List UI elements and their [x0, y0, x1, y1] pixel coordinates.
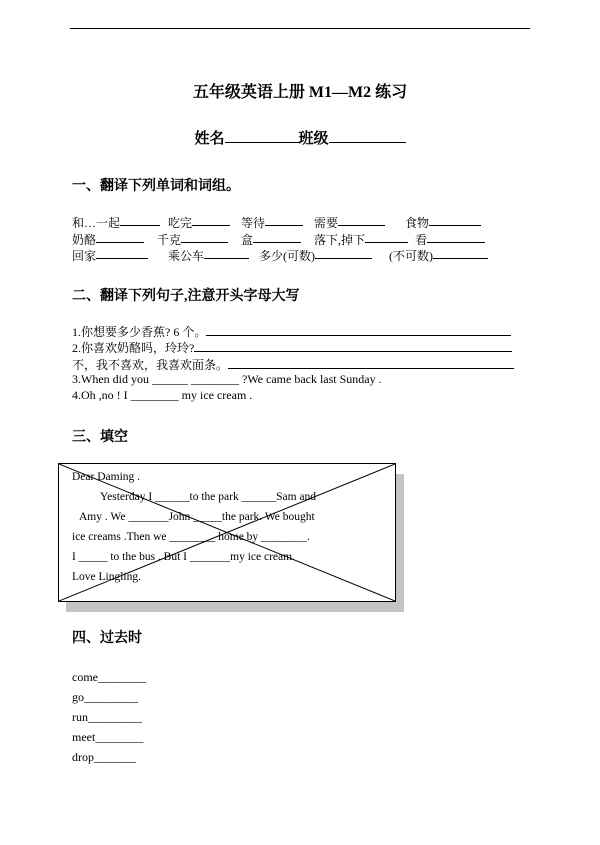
- name-class-line: [0, 127, 600, 148]
- past-tense-item: run_________: [72, 710, 142, 724]
- section-4-heading: 四、过去时: [72, 631, 142, 646]
- top-rule: [70, 28, 530, 29]
- section-2-heading: 二、翻译下列句子,注意开头字母大写: [72, 289, 300, 304]
- vocab-item: 落下,掉下: [314, 231, 365, 248]
- vocab-item: 需要: [314, 214, 338, 231]
- past-tense-item: meet________: [72, 730, 144, 744]
- sentence-line: 4.Oh ,no ! I ________ my ice cream .: [72, 388, 253, 402]
- vocab-item: 乘公车: [168, 247, 204, 264]
- vocab-item: 看: [415, 231, 427, 248]
- past-tense-item: go_________: [72, 690, 138, 704]
- vocab-item: 食物: [405, 214, 429, 231]
- class-label: 班级: [298, 131, 329, 147]
- sentence-line: 1.你想要多少香蕉? 6 个。: [72, 323, 511, 340]
- past-tense-item: come________: [72, 670, 146, 684]
- worksheet-title: 五年级英语上册 M1—M2 练习: [192, 84, 408, 101]
- name-blank[interactable]: [225, 128, 299, 143]
- section-1-heading: 一、翻译下列单词和词组。: [72, 179, 240, 194]
- vocab-item: 回家: [72, 247, 96, 264]
- letter-line: Yesterday I ______to the park ______Sam and: [100, 491, 317, 503]
- sentence-line: 2.你喜欢奶酪吗，玲玲?: [72, 339, 512, 356]
- letter-box: [58, 463, 396, 602]
- sentence-line: 3.When did you ______ ________ ?We came back last Sunday .: [72, 372, 382, 386]
- vocab-item: 多少(可数): [259, 247, 315, 264]
- vocab-item: (不可数): [389, 247, 433, 264]
- class-blank[interactable]: [329, 128, 406, 143]
- letter-line: I _____ to the bus . But I _______my ice cream.: [72, 551, 295, 563]
- section-3-heading: 三、填空: [72, 430, 128, 445]
- vocab-item: 千克: [157, 231, 181, 248]
- vocab-item: 奶酪: [72, 231, 96, 248]
- vocab-item: 等待: [241, 214, 265, 231]
- vocab-item: 吃完: [168, 214, 192, 231]
- letter-line: Amy . We _______John _____the park. We bought: [79, 511, 315, 523]
- vocab-item: 和…一起: [72, 214, 120, 231]
- letter-line: Dear Daming .: [72, 471, 141, 483]
- name-label: 姓名: [194, 131, 225, 147]
- vocab-item: 盒: [241, 231, 253, 248]
- letter-line: Love Lingling.: [72, 571, 141, 583]
- past-tense-item: drop_______: [72, 750, 136, 764]
- sentence-line: 不，我不喜欢，我喜欢面条。: [72, 356, 514, 373]
- letter-line: ice creams .Then we ________ home by ________.: [72, 531, 310, 543]
